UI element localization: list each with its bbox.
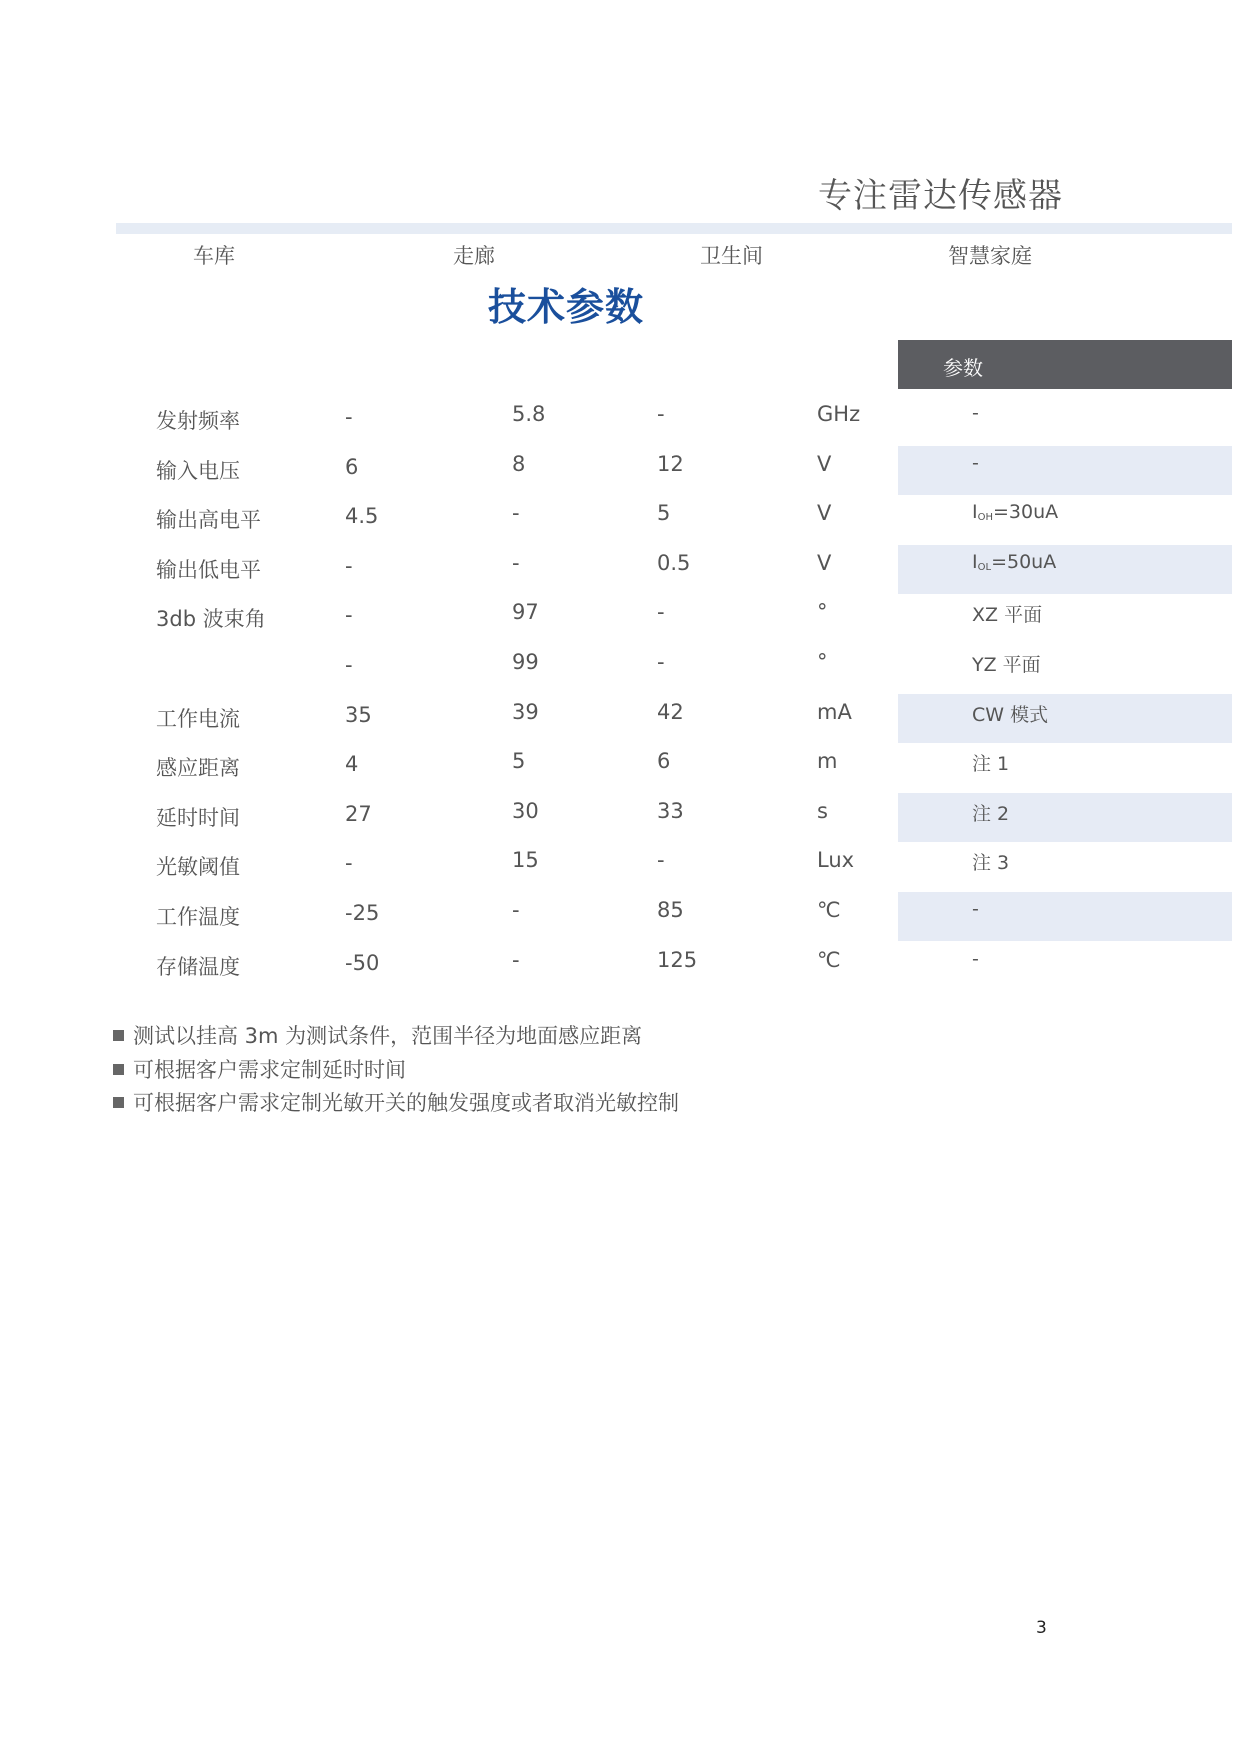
min-value-cell: -25	[345, 901, 380, 925]
square-bullet-icon	[113, 1030, 124, 1041]
table-row-shading	[898, 694, 1232, 743]
typ-value-cell: -	[512, 947, 520, 972]
min-value-cell: 4	[345, 752, 359, 777]
min-value-cell: 4.5	[345, 504, 379, 529]
min-value-cell: -	[345, 653, 353, 677]
max-value-cell: 42	[657, 699, 684, 724]
unit-cell: s	[817, 798, 828, 823]
brand-slogan: 专注雷达传感器	[818, 176, 1063, 216]
condition-note-cell: -	[972, 451, 979, 474]
note-item	[113, 1087, 679, 1117]
unit-cell: V	[817, 550, 832, 575]
unit-cell: GHz	[817, 402, 861, 426]
typ-value-cell: 99	[512, 650, 539, 674]
note-value: =50uA	[991, 550, 1057, 573]
max-value-cell: -	[657, 600, 665, 625]
param-name-cell: 输入电压	[156, 458, 240, 483]
table-row-shading	[898, 545, 1232, 594]
param-name-cell: 延时时间	[156, 805, 240, 830]
square-bullet-icon	[113, 1064, 124, 1075]
typ-value-cell: 5	[512, 749, 526, 774]
min-value-cell: -	[345, 603, 353, 628]
typ-value-cell: -	[512, 501, 520, 526]
condition-note-cell: 注 2	[972, 802, 1010, 825]
note-text: 可根据客户需求定制延时时间	[133, 1058, 406, 1082]
param-column-header	[898, 340, 1232, 389]
max-value-cell: 12	[657, 451, 684, 476]
note-subscript: OH	[977, 512, 993, 524]
max-value-cell: 6	[657, 749, 671, 774]
unit-cell: ℃	[817, 898, 841, 922]
min-value-cell: 35	[345, 702, 372, 727]
max-value-cell: 85	[657, 898, 684, 922]
square-bullet-icon	[113, 1097, 124, 1108]
unit-cell: mA	[817, 699, 852, 724]
typ-value-cell: 97	[512, 600, 539, 625]
note-symbol: I	[972, 550, 978, 573]
min-value-cell: 6	[345, 454, 359, 479]
max-value-cell: -	[657, 650, 665, 674]
min-value-cell: -	[345, 553, 353, 578]
unit-cell: °	[817, 600, 828, 625]
param-name-cell: 输出高电平	[156, 508, 261, 533]
condition-note-cell: -	[972, 898, 979, 920]
condition-note-cell: CW 模式	[972, 703, 1049, 726]
condition-note-cell	[972, 551, 1056, 573]
max-value-cell: 5	[657, 501, 671, 526]
param-name-cell: 工作温度	[156, 905, 240, 929]
unit-cell: m	[817, 749, 838, 774]
table-row-shading	[898, 446, 1232, 495]
min-value-cell: -	[345, 405, 353, 429]
typ-value-cell: 30	[512, 798, 539, 823]
condition-note-cell: 注 3	[972, 852, 1010, 875]
section-title: 技术参数	[488, 285, 645, 329]
typ-value-cell: 5.8	[512, 402, 546, 426]
param-name-cell: 存储温度	[156, 954, 240, 979]
param-name-cell: 发射频率	[156, 409, 240, 433]
unit-cell: ℃	[817, 947, 841, 972]
scene-label-smart-home: 智慧家庭	[948, 244, 1032, 268]
condition-note-cell: XZ 平面	[972, 604, 1043, 627]
note-symbol: I	[972, 501, 978, 524]
scene-label-corridor: 走廊	[453, 244, 495, 268]
condition-note-cell: -	[972, 402, 979, 424]
scene-label-garage: 车库	[193, 244, 235, 268]
condition-note-cell: YZ 平面	[972, 654, 1041, 676]
max-value-cell: -	[657, 848, 665, 873]
note-item	[113, 1020, 642, 1050]
note-item	[113, 1054, 406, 1084]
note-value: =30uA	[993, 501, 1059, 524]
param-name-cell: 光敏阈值	[156, 855, 240, 880]
typ-value-cell: -	[512, 550, 520, 575]
param-name-cell: 输出低电平	[156, 557, 261, 582]
max-value-cell: -	[657, 402, 665, 426]
typ-value-cell: 15	[512, 848, 539, 873]
note-text: 可根据客户需求定制光敏开关的触发强度或者取消光敏控制	[133, 1091, 679, 1115]
max-value-cell: 125	[657, 947, 698, 972]
page-number: 3	[1036, 1618, 1047, 1638]
note-text: 测试以挂高 3m 为测试条件，范围半径为地面感应距离	[133, 1024, 643, 1048]
param-name-cell: 工作电流	[156, 706, 240, 731]
param-header-label: 参数	[943, 356, 983, 380]
max-value-cell: 0.5	[657, 550, 691, 575]
table-row-shading	[898, 892, 1232, 941]
min-value-cell: -50	[345, 950, 380, 975]
table-row-shading	[898, 793, 1232, 842]
condition-note-cell: -	[972, 947, 979, 970]
condition-note-cell	[972, 501, 1058, 523]
min-value-cell: -	[345, 851, 353, 876]
condition-note-cell: 注 1	[972, 753, 1010, 776]
scene-label-bathroom: 卫生间	[700, 244, 763, 268]
typ-value-cell: 8	[512, 451, 526, 476]
max-value-cell: 33	[657, 798, 684, 823]
typ-value-cell: -	[512, 898, 520, 922]
min-value-cell: 27	[345, 801, 372, 826]
note-subscript: OL	[977, 561, 992, 573]
param-name-cell: 感应距离	[156, 756, 240, 781]
param-name-cell: 3db 波束角	[156, 607, 266, 632]
typ-value-cell: 39	[512, 699, 539, 724]
unit-cell: V	[817, 501, 832, 526]
unit-cell: °	[817, 650, 828, 674]
header-divider-bar	[116, 223, 1232, 234]
unit-cell: Lux	[817, 848, 855, 873]
unit-cell: V	[817, 451, 832, 476]
